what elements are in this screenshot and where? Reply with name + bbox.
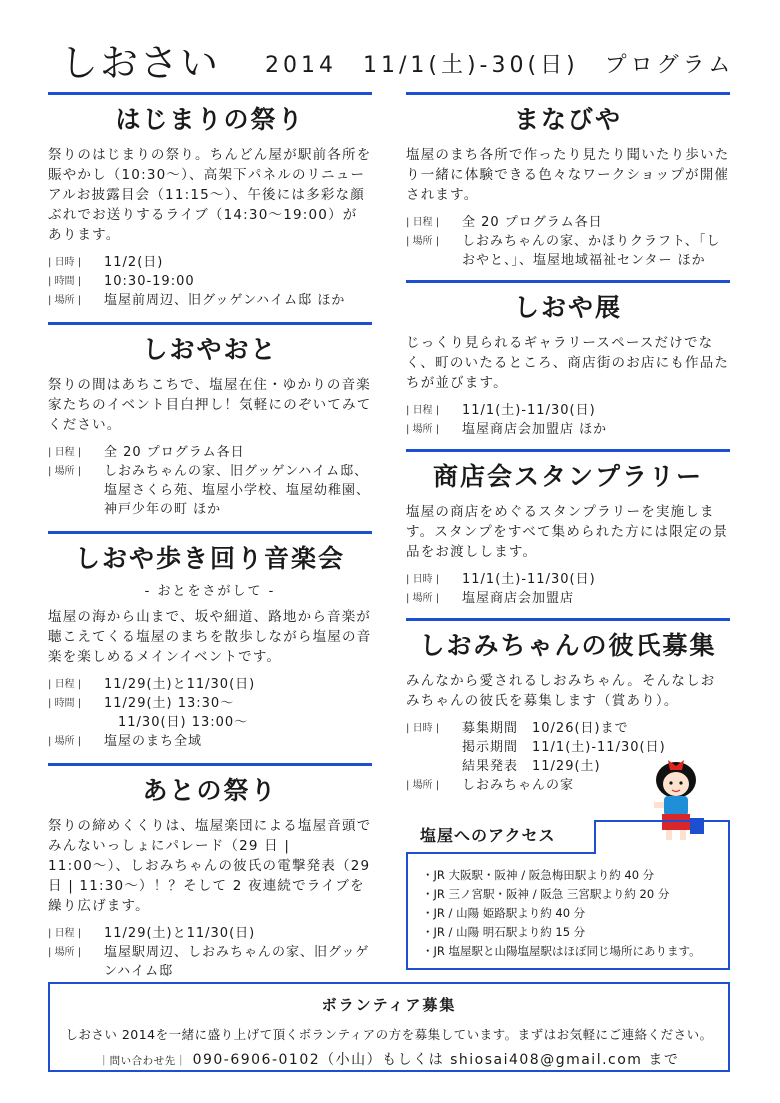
info-label: | 日程 | bbox=[48, 924, 104, 943]
program-section bbox=[48, 531, 372, 751]
info-value: 11/29(土) 13:30〜 bbox=[104, 696, 235, 711]
info-value: しおみちゃんの家、旧グッゲンハイム邸、塩屋さくら苑、塩屋小学校、塩屋幼稚園、神戸少年の町 ほか bbox=[104, 464, 371, 517]
right-column bbox=[406, 92, 730, 795]
access-item: ・ JR / 山陽 明石駅より約 15 分 bbox=[422, 923, 701, 942]
info-row bbox=[48, 253, 372, 272]
program-section bbox=[48, 92, 372, 310]
info-value: 掲示期間 11/1(土)-11/30(日) bbox=[462, 740, 666, 755]
volunteer-text: しおさい 2014を一緒に盛り上げて頂くボランティアの方を募集しています。まずはお気軽にご連絡ください。 bbox=[65, 1027, 713, 1042]
program-section bbox=[406, 280, 730, 439]
info-row bbox=[406, 213, 730, 232]
info-value: 全 20 プログラム各日 bbox=[462, 215, 603, 230]
info-label: | 時間 | bbox=[48, 694, 104, 713]
info-row bbox=[406, 719, 730, 738]
program-section bbox=[406, 92, 730, 270]
program-section bbox=[48, 322, 372, 519]
info-label: | 場所 | bbox=[48, 732, 104, 751]
info-row bbox=[48, 462, 372, 519]
info-label: | 場所 | bbox=[48, 943, 104, 981]
page-header bbox=[50, 28, 740, 86]
info-value: 塩屋商店会加盟店 ほか bbox=[462, 422, 608, 437]
section-description: 塩屋の海から山まで、坂や細道、路地から音楽が聴こえてくる塩屋のまちを散歩しながら塩屋の音楽を楽しめるメインイベントです。 bbox=[48, 609, 372, 665]
info-value: 11/29(土)と11/30(日) bbox=[104, 926, 256, 941]
info-label: | 時間 | bbox=[48, 272, 104, 291]
section-info bbox=[406, 213, 730, 270]
info-label: | 日時 | bbox=[406, 719, 462, 738]
info-row bbox=[406, 420, 730, 439]
access-item: ・ JR 塩屋駅と山陽塩屋駅はほぼ同じ場所にあります。 bbox=[422, 942, 701, 961]
info-row bbox=[48, 924, 372, 943]
info-label: | 場所 | bbox=[406, 232, 462, 270]
contact-label: ｜問い合わせ先｜ bbox=[98, 1055, 187, 1067]
section-info bbox=[406, 401, 730, 439]
section-title: しおや展 bbox=[513, 293, 622, 322]
info-value: 10:30-19:00 bbox=[104, 274, 195, 289]
info-row bbox=[48, 713, 372, 732]
info-row bbox=[48, 675, 372, 694]
section-description: 塩屋のまち各所で作ったり見たり聞いたり歩いたり一緒に体験できる色々なワークショップが開催されます。 bbox=[406, 147, 730, 203]
info-row bbox=[48, 443, 372, 462]
info-row bbox=[406, 570, 730, 589]
header-date-line: 2014 11/1(土)-30(日) プログラム bbox=[265, 53, 735, 78]
section-description: 祭りのはじまりの祭り。ちんどん屋が駅前各所を賑やかし（10:30〜）、高架下パネルのリニューアルお披露目会（11:15〜）、午後には多彩な顔ぶれでお送りするライブ（14:30〜19:00）があります。 bbox=[48, 147, 372, 243]
info-label: | 日程 | bbox=[406, 401, 462, 420]
section-title: しおや歩き回り音楽会 bbox=[74, 544, 345, 573]
section-info bbox=[48, 253, 372, 310]
section-description: 祭りの締めくくりは、塩屋楽団による塩屋音頭でみんないっしょにパレード（29 日 | 11:00〜）、しおみちゃんの彼氏の電撃発表（29 日 | 11:30〜）！？そして 2 夜連続でライブを繰り広げます。 bbox=[48, 818, 372, 914]
info-row bbox=[406, 232, 730, 270]
info-value: 11/30(日) 13:00〜 bbox=[104, 715, 249, 730]
info-row bbox=[48, 732, 372, 751]
info-row bbox=[48, 943, 372, 981]
info-row bbox=[48, 694, 372, 713]
volunteer-contact bbox=[50, 1049, 728, 1069]
section-info bbox=[406, 570, 730, 608]
section-title: あとの祭り bbox=[142, 776, 278, 805]
access-item: ・ JR 三ノ宮駅・阪神 / 阪急 三宮駅より約 20 分 bbox=[422, 885, 701, 904]
info-label: | 場所 | bbox=[48, 462, 104, 519]
info-label: | 場所 | bbox=[48, 291, 104, 310]
info-value: 募集期間 10/26(日)まで bbox=[462, 721, 629, 736]
section-title: しおやおと bbox=[142, 335, 278, 364]
info-value: 11/29(土)と11/30(日) bbox=[104, 677, 256, 692]
access-list bbox=[422, 866, 701, 961]
section-info bbox=[48, 675, 372, 751]
program-section bbox=[48, 763, 372, 981]
logo: しおさい bbox=[60, 41, 221, 85]
access-item: ・ JR 大阪駅・阪神 / 阪急梅田駅より約 40 分 bbox=[422, 866, 701, 885]
info-value: 全 20 プログラム各日 bbox=[104, 445, 245, 460]
info-row bbox=[406, 589, 730, 608]
info-label: | 日時 | bbox=[406, 570, 462, 589]
section-description: じっくり見られるギャラリースペースだけでなく、町のいたるところ、商店街のお店にも作品たちが並びます。 bbox=[406, 335, 730, 391]
info-label: | 日程 | bbox=[48, 443, 104, 462]
info-value: しおみちゃんの家 bbox=[462, 778, 575, 793]
access-box bbox=[406, 820, 730, 970]
info-value: 11/1(土)-11/30(日) bbox=[462, 403, 596, 418]
access-title: 塩屋へのアクセス bbox=[406, 820, 596, 854]
volunteer-box bbox=[48, 982, 730, 1072]
section-description: 祭りの間はあちこちで、塩屋在住・ゆかりの音楽家たちのイベント目白押し！気軽にのぞいてみてください。 bbox=[48, 377, 372, 433]
info-label: | 場所 | bbox=[406, 776, 462, 795]
section-title: まなびや bbox=[513, 105, 622, 134]
program-section bbox=[406, 449, 730, 608]
info-value: 塩屋商店会加盟店 bbox=[462, 591, 575, 606]
section-title: しおみちゃんの彼氏募集 bbox=[419, 631, 717, 660]
info-label: | 日時 | bbox=[48, 253, 104, 272]
section-title: 商店会スタンプラリー bbox=[432, 462, 703, 491]
contact-info: 090-6906-0102（小山）もしくは shiosai408@gmail.com まで bbox=[192, 1052, 680, 1068]
info-row bbox=[406, 401, 730, 420]
info-value: 塩屋駅周辺、しおみちゃんの家、旧グッゲンハイム邸 bbox=[104, 945, 370, 979]
section-info bbox=[48, 924, 372, 981]
info-value: 結果発表 11/29(土) bbox=[462, 759, 601, 774]
section-info bbox=[48, 443, 372, 519]
info-value: 塩屋前周辺、旧グッゲンハイム邸 ほか bbox=[104, 293, 346, 308]
info-row bbox=[48, 272, 372, 291]
info-label: | 日程 | bbox=[406, 213, 462, 232]
left-column bbox=[48, 92, 372, 981]
section-title: はじまりの祭り bbox=[115, 105, 305, 134]
section-description: 塩屋の商店をめぐるスタンプラリーを実施します。スタンプをすべて集められた方には限定の景品をお渡しします。 bbox=[406, 504, 729, 560]
info-value: しおみちゃんの家、かほりクラフト、「しおやと、」、塩屋地域福祉センター ほか bbox=[462, 234, 721, 268]
info-value: 11/1(土)-11/30(日) bbox=[462, 572, 596, 587]
info-row bbox=[48, 291, 372, 310]
info-value: 塩屋のまち全域 bbox=[104, 734, 203, 749]
section-description: みんなから愛されるしおみちゃん。そんなしおみちゃんの彼氏を募集します（賞あり）。 bbox=[406, 673, 716, 709]
info-label: | 場所 | bbox=[406, 420, 462, 439]
info-label: | 場所 | bbox=[406, 589, 462, 608]
volunteer-title: ボランティア募集 bbox=[321, 996, 457, 1014]
info-value: 11/2(日) bbox=[104, 255, 164, 270]
access-item: ・ JR / 山陽 姫路駅より約 40 分 bbox=[422, 904, 701, 923]
info-label: | 日程 | bbox=[48, 675, 104, 694]
section-subtitle: - おとをさがして - bbox=[144, 584, 276, 599]
